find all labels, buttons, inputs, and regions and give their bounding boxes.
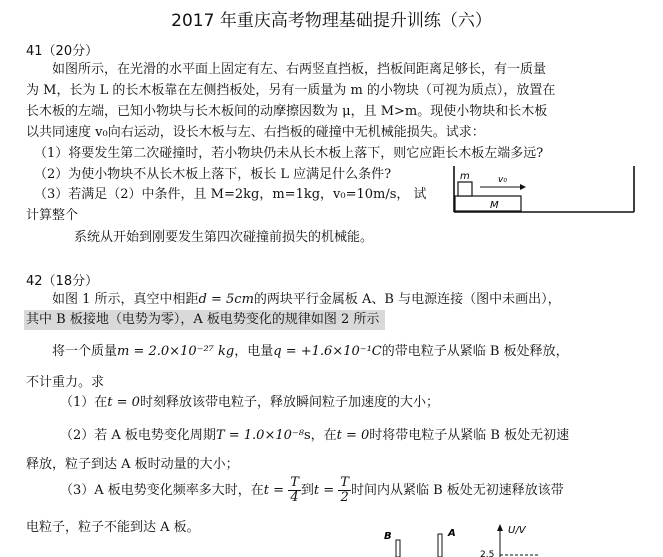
q42-sub3-cont: 电粒子，粒子不能到达 A 板。: [26, 520, 200, 535]
q42-plates-figure: [378, 522, 468, 557]
q42-sub1: （1）在t = 0时刻释放该带电粒子，释放瞬间粒子加速度的大小；: [60, 395, 439, 410]
q41-sub3-cont: 计算整个: [26, 208, 79, 223]
q42-line-2-highlighted: 其中 B 板接地（电势为零），A 板电势变化的规律如图 2 所示: [24, 310, 385, 330]
q42-line-4: 不计重力。求: [26, 375, 105, 390]
charge-formula: q = +1.6×10⁻¹C: [273, 344, 382, 359]
q42-sub2: （2）若 A 板电势变化周期T = 1.0×10⁻⁸s，在t = 0时将带电粒子从紧临 B 板处无初速: [60, 428, 570, 443]
mass-formula: m = 2.0×10⁻²⁷ kg: [117, 344, 235, 359]
q41-sub3-cont2: 系统从开始到刚要发生第四次碰撞前损失的机械能。: [74, 230, 374, 245]
fraction-T-over-4: $\frac{T}{4}$: [290, 475, 299, 505]
plate-B-label: B: [384, 531, 392, 542]
plate-A-label: A: [448, 528, 456, 539]
q41-board-figure: [446, 162, 646, 218]
q42-sub2-cont: 释放，粒子到达 A 板时动量的大小；: [26, 457, 239, 472]
velocity-label: v₀: [498, 175, 507, 185]
axis-U-label: U/V: [508, 525, 526, 536]
board-M-label: M: [490, 200, 499, 211]
q41-stem-line-3: 长木板的左端，已知小物块与长木板间的动摩擦因数为 μ，且 M>m。现使小物块和长木板: [26, 104, 548, 119]
q41-sub2: （2）为使小物块不从长木板上落下，板长 L 应满足什么条件?: [34, 167, 392, 182]
q42-sub3: （3）A 板电势变化频率多大时，在t = $\frac{T}{4}$ 到t = $\frac{T}{2}$ 时间内从紧临 B 板处无初速释放该带: [60, 475, 564, 505]
q42-line-3: 将一个质量m = 2.0×10⁻²⁷ kg，电量q = +1.6×10⁻¹C的带电粒子从紧临 B 板处释放，: [52, 344, 569, 359]
block-m-label: m: [460, 171, 470, 182]
tick-2-5-label: 2.5: [480, 550, 495, 557]
q42-heading: 42（18分）: [26, 274, 99, 289]
q41-stem-line-1: 如图所示，在光滑的水平面上固定有左、右两竖直挡板，挡板间距离足够长，有一质量: [52, 62, 547, 77]
q41-stem-line-4: 以共同速度 v₀向右运动，设长木板与左、右挡板的碰撞中无机械能损失。试求：: [26, 125, 485, 140]
distance-formula: d = 5cm: [198, 292, 254, 307]
q41-sub3: （3）若满足（2）中条件，且 M=2kg，m=1kg，v₀=10m/s， 试: [34, 187, 427, 202]
q41-stem-line-2: 为 M，长为 L 的长木板靠在左侧挡板处，另有一质量为 m 的小物块（可视为质点），放置在: [26, 83, 556, 98]
q41-heading: 41（20分）: [26, 44, 99, 59]
q42-voltage-graph: [478, 522, 548, 557]
page-title: 2017 年重庆高考物理基础提升训练（六）: [171, 11, 492, 31]
q41-sub1: （1）将要发生第二次碰撞时，若小物块仍未从长木板上落下，则它应距长木板左端多远?: [34, 146, 544, 161]
fraction-T-over-2: $\frac{T}{2}$: [340, 475, 349, 505]
q42-line-1: 如图 1 所示，真空中相距d = 5cm的两块平行金属板 A、B 与电源连接（图中未画出），: [52, 292, 561, 307]
